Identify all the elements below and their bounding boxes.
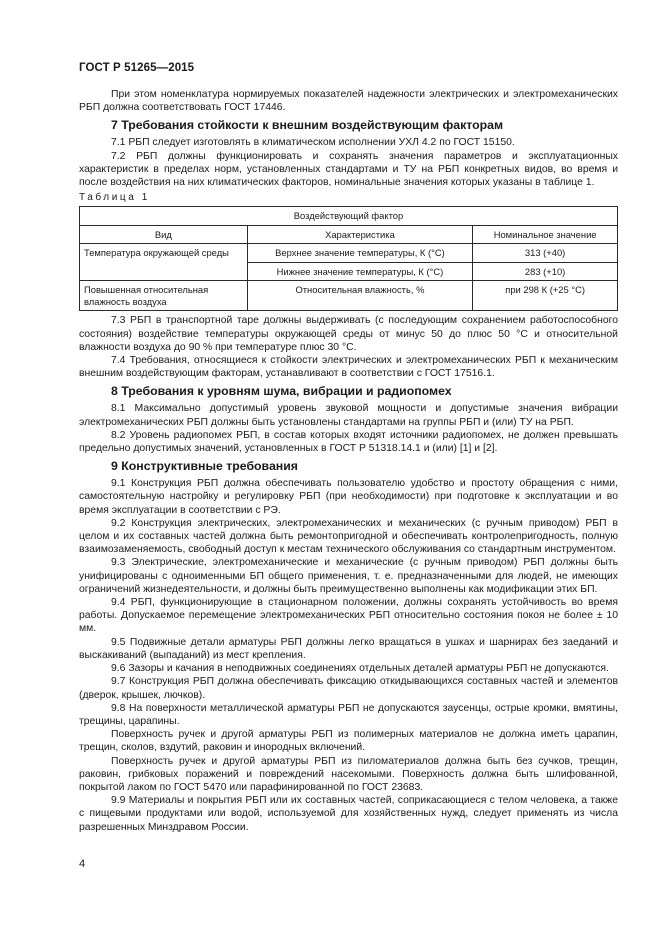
paragraph-9-8: 9.8 На поверхности металлической арматуры РБП не допускаются заусенцы, острые кромки, вмятины, трещины, царапины. bbox=[79, 702, 618, 727]
table-cell-value: при 298 К (+25 °C) bbox=[473, 281, 618, 311]
paragraph-9-5: 9.5 Подвижные детали арматуры РБП должны легко вращаться в ушках и шарнирах без заеданий и выскакиваний (выпаданий) из мест крепления. bbox=[79, 636, 618, 661]
table-cell-kind: Температура окружающей среды bbox=[80, 244, 248, 281]
table-row bbox=[80, 281, 618, 311]
page-number: 4 bbox=[79, 858, 86, 870]
paragraph-9-2: 9.2 Конструкция электрических, электромеханических и механических (с ручным приводом) РБП в целом и их составных частей должна быть ремонтопригодной и обеспечивать контролепригодность, полную взаимозаменяемость, свободный доступ к местам технического обслуживания со стандартным инструментом. bbox=[79, 517, 618, 556]
table-header-nominal: Номинальное значение bbox=[473, 225, 618, 244]
paragraph-9-1: 9.1 Конструкция РБП должна обеспечивать пользователю удобство и простоту обращения с ними, самостоятельную настройку и регулировку РБП (при необходимости) при подготовке к эксплуатации и во время эксплуатации в соответствии с РЭ. bbox=[79, 478, 618, 516]
intro-paragraph: При этом номенклатура нормируемых показателей надежности электрических и электромеханических РБП должна соответствовать ГОСТ 17446. bbox=[79, 89, 618, 114]
table-row bbox=[80, 207, 618, 226]
paragraph-9-6: 9.6 Зазоры и качания в неподвижных соединениях отдельных деталей арматуры РБП не допускаются. bbox=[111, 663, 609, 675]
paragraph-7-3: 7.3 РБП в транспортной таре должны выдерживать (с последующим сохранением работоспособного состояния) воздействие температуры окружающей среды от минус 50 до плюс 50 °C и относительной влажности воздуха до 90 % при температуре плюс 30 °C. bbox=[79, 315, 618, 353]
paragraph-9-4: 9.4 РБП, функционирующие в стационарном положении, должны сохранять устойчивость во время работы. Допускаемое перемещение электромеханических РБП относительно состояния покоя не более ± 10 мм. bbox=[79, 597, 618, 635]
table-group-header: Воздействующий фактор bbox=[80, 207, 618, 226]
paragraph-9-9: 9.9 Материалы и покрытия РБП или их составных частей, соприкасающиеся с телом человека, а также с пищевыми продуктами или водой, используемой для хозяйственных нужд, следует применять из числа разрешенных Минздравом России. bbox=[79, 795, 618, 833]
paragraph-7-4: 7.4 Требования, относящиеся к стойкости электрических и электромеханических РБП к механическим внешним воздействующим факторам, устанавливают в соответствии с ГОСТ 17516.1. bbox=[79, 355, 618, 380]
page-header: ГОСТ Р 51265—2015 bbox=[79, 62, 195, 74]
table-header-characteristic: Характеристика bbox=[247, 225, 473, 244]
table-cell-kind: Повышенная относительная влажность воздуха bbox=[80, 281, 248, 311]
table-cell-characteristic: Верхнее значение температуры, К (°C) bbox=[247, 244, 473, 263]
table-cell-characteristic: Нижнее значение температуры, К (°C) bbox=[247, 262, 473, 281]
table-row bbox=[80, 244, 618, 263]
paragraph-7-1: 7.1 РБП следует изготовлять в климатическом исполнении УХЛ 4.2 по ГОСТ 15150. bbox=[111, 137, 515, 149]
paragraph-8-2: 8.2 Уровень радиопомех РБП, в состав которых входят источники радиопомех, не должен превышать предельно допустимых значений, установленных в ГОСТ Р 51318.14.1 и (или) [1] и [2]. bbox=[79, 429, 618, 455]
table-header-kind: Вид bbox=[80, 225, 248, 244]
paragraph-9-7: 9.7 Конструкция РБП должна обеспечивать фиксацию откидывающихся составных частей и элементов (дверок, крышек, лючков). bbox=[79, 676, 618, 701]
table-cell-value: 283 (+10) bbox=[473, 262, 618, 281]
paragraph-9-3: 9.3 Электрические, электромеханические и механические (с ручным приводом) РБП должны быть унифицированы с одноименными БП общего применения, т. е. предназначенными для людей, не имеющих ограничений жизнедеятельности, и должны быть преимущественно выполнены как модификации этих БП. bbox=[79, 557, 618, 595]
section-9-heading: 9 Конструктивные требования bbox=[111, 459, 298, 474]
paragraph-9-8-polymer: Поверхность ручек и другой арматуры РБП из полимерных материалов не должна иметь царапин, трещин, сколов, вздутий, раковин и инородных включений. bbox=[79, 729, 618, 754]
table-1 bbox=[79, 206, 618, 311]
section-7-heading: 7 Требования стойкости к внешним воздействующим факторам bbox=[111, 118, 504, 133]
section-8-heading: 8 Требования к уровням шума, вибрации и радиопомех bbox=[111, 384, 452, 399]
paragraph-7-2: 7.2 РБП должны функционировать и сохранять значения параметров и эксплуатационных характеристик в пределах норм, установленных стандартами и ТУ на РБП конкретных видов, во время и после воздействия на них климатических факторов, номинальные значения которых указаны в таблице 1. bbox=[79, 150, 618, 189]
page-content bbox=[79, 88, 618, 834]
paragraph-9-8-wood: Поверхность ручек и другой арматуры РБП из пиломатериалов должна быть без сучков, трещин, раковин, грибковых поражений и повреждений насекомыми. Поверхность должна быть шлифованной, покрытой лаком по ГОСТ 5470 или парафинированной по ГОСТ 23683. bbox=[79, 755, 618, 793]
paragraph-8-1: 8.1 Максимально допустимый уровень звуковой мощности и допустимые значения вибрации электромеханических РБП должны быть установлены стандартами на группы РБП и (или) ТУ на РБП. bbox=[79, 403, 618, 428]
table-row bbox=[80, 225, 618, 244]
table-cell-value: 313 (+40) bbox=[473, 244, 618, 263]
table-cell-characteristic: Относительная влажность, % bbox=[247, 281, 473, 311]
table-label: Таблица 1 bbox=[79, 192, 150, 204]
